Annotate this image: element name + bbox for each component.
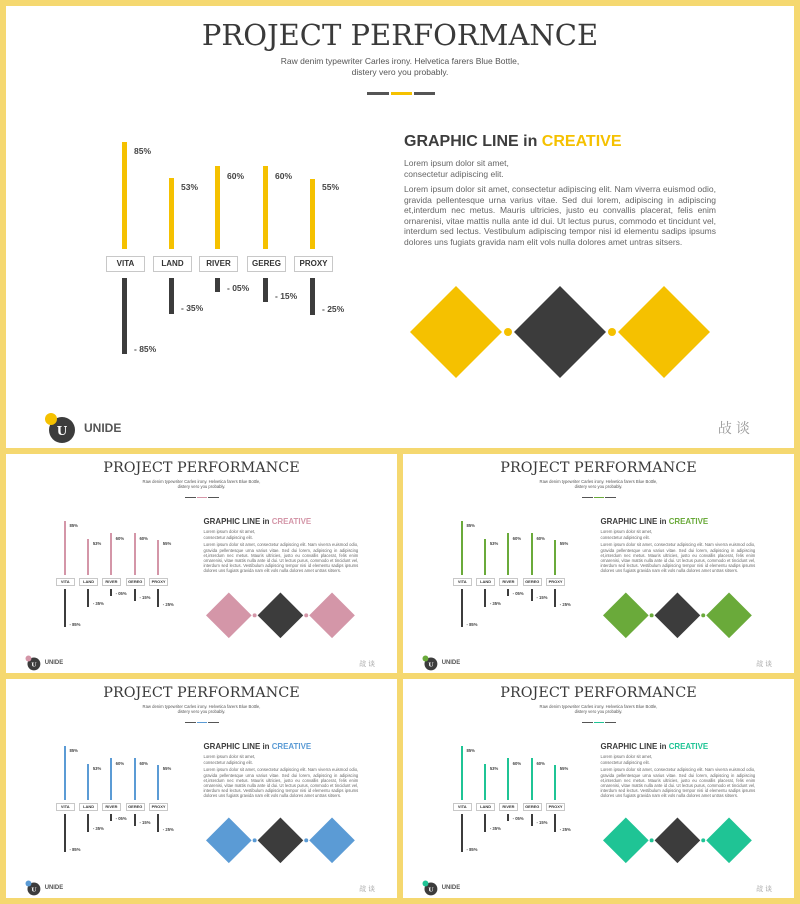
category-label: RIVER (499, 803, 518, 811)
heading-prefix: GRAPHIC LINE in (203, 517, 272, 527)
subtitle-line: distery vero you probably. (177, 709, 226, 715)
diamond-graphic (206, 591, 360, 641)
heading-highlight: CREATIVE (668, 742, 709, 752)
positive-bar (507, 533, 509, 574)
negative-bar (484, 814, 486, 832)
category-label: LAND (79, 803, 98, 811)
negative-bar (215, 278, 220, 292)
body-text: Lorem ipsum dolor sit amet, consectetur adipiscing elit. Nam viverra euismod odio, gravida pellentesque urna varius vitae. Sed dui lorem, adipiscing in adipiscing et,interdum nec metus. Mauris ultricies, justo eu convallis placerat, felis enim ornarenisi, vitae mattis nulla ante id dui. Ut lectus purus, commodo et tincidunt vel, interdum sed lectus. Vestibulum adipiscing tempor nisi id elementu sadips ipsums dolores uns fugiats gravida nam elit vols nulla dolores amet untras sitsers. (203, 542, 359, 574)
diamond-graphic (603, 591, 757, 641)
intro-text (404, 158, 716, 179)
positive-bar (531, 758, 533, 799)
brand-name: UNIDE (44, 659, 64, 666)
negative-bar (64, 589, 66, 627)
accent-diamond-left (206, 818, 252, 864)
connector-dot (650, 614, 654, 618)
positive-value-label: 60% (115, 760, 125, 766)
positive-value-label: 53% (489, 541, 499, 547)
negative-value-label: - 15% (139, 820, 151, 826)
subtitle (6, 479, 397, 490)
negative-bar (554, 589, 556, 607)
title-divider (582, 497, 593, 498)
positive-value-label: 60% (139, 535, 148, 541)
positive-bar (169, 178, 174, 249)
positive-value-label: 53% (181, 182, 199, 192)
connector-dot (253, 614, 257, 618)
positive-value-label: 60% (275, 171, 293, 181)
logo-icon (421, 654, 438, 671)
category-label: GEREG (523, 578, 542, 586)
title-divider (605, 497, 615, 498)
negative-value-label: - 25% (162, 826, 174, 832)
negative-value-label: - 25% (162, 601, 174, 607)
negative-bar (110, 814, 112, 821)
title-divider (414, 92, 435, 95)
intro-line: Lorem ipsum dolor sit amet, (203, 529, 256, 535)
negative-value-label: - 25% (559, 826, 571, 832)
heading-highlight: CREATIVE (541, 133, 622, 150)
category-label: PROXY (546, 578, 565, 586)
category-label: PROXY (149, 578, 168, 586)
title-divider (594, 722, 604, 723)
title-divider (605, 722, 615, 723)
positive-bar (263, 166, 268, 249)
category-label: VITA (56, 578, 75, 586)
heading-prefix: GRAPHIC LINE in (600, 742, 669, 752)
positive-value-label: 55% (162, 766, 172, 772)
category-label: PROXY (149, 803, 168, 811)
negative-bar (110, 589, 112, 596)
category-label: VITA (56, 803, 75, 811)
connector-dot (650, 839, 654, 843)
positive-value-label: 60% (227, 171, 245, 181)
positive-bar (461, 521, 463, 574)
intro-text (203, 754, 358, 764)
title-divider (197, 497, 207, 498)
logo-icon (24, 879, 41, 896)
page-title: PROJECT PERFORMANCE (500, 459, 697, 476)
page-number: 敁 谈 (756, 886, 773, 894)
negative-bar (263, 278, 268, 302)
connector-dot (608, 328, 616, 336)
positive-bar (554, 540, 556, 575)
subtitle-line: distery vero you probably. (177, 484, 226, 490)
page-number: 敁 谈 (756, 661, 773, 669)
subtitle (6, 704, 397, 715)
slide-variant (403, 679, 794, 898)
brand-name: UNIDE (441, 659, 461, 666)
subtitle-line: distery vero you probably. (574, 709, 623, 715)
main-slide (6, 6, 794, 448)
negative-bar (64, 814, 66, 852)
connector-dot (702, 839, 706, 843)
subtitle (6, 56, 794, 77)
section-heading (404, 133, 622, 151)
negative-bar (531, 589, 533, 601)
subtitle-line: distery vero you probably. (351, 66, 449, 77)
accent-diamond-left (206, 593, 252, 639)
logo-letter: U (31, 661, 37, 669)
negative-value-label: - 05% (115, 591, 127, 597)
positive-bar (461, 746, 463, 799)
logo-icon (42, 410, 76, 444)
logo-icon (24, 654, 41, 671)
intro-line: consectetur adipiscing elit. (203, 759, 253, 765)
positive-bar (484, 539, 486, 574)
negative-value-label: - 35% (92, 601, 104, 607)
diamond-graphic (410, 283, 720, 383)
negative-value-label: - 35% (489, 601, 501, 607)
negative-value-label: - 85% (134, 344, 157, 354)
category-label: VITA (453, 803, 472, 811)
body-text: Lorem ipsum dolor sit amet, consectetur adipiscing elit. Nam viverra euismod odio, gravida pellentesque urna varius vitae. Sed dui lorem, adipiscing in adipiscing et,interdum nec metus. Mauris ultricies, justo eu convallis placerat, felis enim ornarenisi, vitae mattis nulla ante id dui. Ut lectus purus, commodo et tincidunt vel, interdum sed lectus. Vestibulum adipiscing tempor nisi id elementu sadips ipsums dolores uns fugiats gravida nam elit vols nulla dolores amet untras sitsers. (600, 767, 756, 799)
subtitle-line: distery vero you probably. (574, 484, 623, 490)
page-number: 敁 谈 (359, 661, 376, 669)
logo-letter: U (428, 886, 434, 894)
negative-bar (157, 589, 159, 607)
category-label: GEREG (247, 256, 286, 272)
section-heading (203, 517, 311, 526)
category-label: PROXY (294, 256, 333, 272)
subtitle-line: Raw denim typewriter Carles irony. Helvetica farers Blue Bottle, (142, 478, 261, 484)
accent-diamond-right (618, 286, 710, 378)
negative-bar (310, 278, 315, 315)
body-text: Lorem ipsum dolor sit amet, consectetur adipiscing elit. Nam viverra euismod odio, gravida pellentesque urna varius vitae. Sed dui lorem, adipiscing in adipiscing et,interdum nec metus. Mauris ultricies, justo eu convallis placerat, felis enim ornarenisi, vitae mattis nulla ante id dui. Ut lectus purus, commodo et tincidunt vel, interdum sed lectus. Vestibulum adipiscing tempor nisi id elementu sadips ipsums dolores uns fugiats gravida nam elit vols nulla dolores amet untras sitsers. (600, 542, 756, 574)
negative-value-label: - 35% (181, 303, 204, 313)
connector-dot (305, 614, 309, 618)
positive-bar (157, 540, 159, 575)
negative-bar (122, 278, 127, 354)
page-title: PROJECT PERFORMANCE (103, 684, 300, 701)
logo-letter: U (56, 424, 68, 438)
positive-bar (531, 533, 533, 574)
subtitle (403, 704, 794, 715)
positive-bar (134, 758, 136, 799)
positive-value-label: 85% (69, 523, 78, 529)
title-divider (391, 92, 412, 95)
connector-dot (305, 839, 309, 843)
positive-bar (64, 521, 66, 574)
category-label: LAND (153, 256, 192, 272)
negative-value-label: - 25% (322, 304, 345, 314)
heading-highlight: CREATIVE (271, 517, 312, 527)
negative-value-label: - 05% (115, 816, 127, 822)
negative-bar (87, 589, 89, 607)
page-title: PROJECT PERFORMANCE (103, 459, 300, 476)
connector-dot (504, 328, 512, 336)
logo-letter: U (31, 886, 37, 894)
intro-line: Lorem ipsum dolor sit amet, (203, 754, 256, 760)
negative-bar (507, 814, 509, 821)
category-label: LAND (79, 578, 98, 586)
negative-value-label: - 35% (92, 826, 104, 832)
slide-variant (6, 454, 397, 673)
category-label: RIVER (199, 256, 238, 272)
brand-name: UNIDE (441, 884, 461, 891)
positive-value-label: 53% (92, 766, 102, 772)
negative-bar (157, 814, 159, 832)
negative-value-label: - 85% (69, 846, 81, 852)
negative-bar (461, 814, 463, 852)
positive-value-label: 53% (489, 766, 499, 772)
connector-dot (253, 839, 257, 843)
section-heading (203, 742, 311, 751)
heading-highlight: CREATIVE (271, 742, 312, 752)
negative-value-label: - 05% (227, 283, 250, 293)
intro-line: consectetur adipiscing elit. (203, 534, 253, 540)
logo-letter: U (428, 661, 434, 669)
title-divider (185, 497, 196, 498)
positive-bar (110, 533, 112, 574)
intro-text (203, 529, 358, 539)
subtitle-line: Raw denim typewriter Carles irony. Helvetica farers Blue Bottle, (142, 703, 261, 709)
positive-value-label: 60% (139, 760, 148, 766)
body-text: Lorem ipsum dolor sit amet, consectetur adipiscing elit. Nam viverra euismod odio, gravida pellentesque urna varius vitae. Sed dui lorem, adipiscing in adipiscing et,interdum nec metus. Mauris ultricies, justo eu convallis placerat, felis enim ornarenisi, vitae mattis nulla ante id dui. Ut lectus purus, commodo et tincidunt vel, interdum sed lectus. Vestibulum adipiscing tempor nisi id elementu sadips ipsums dolores uns fugiats gravida nam elit vols nulla dolores amet untras sitsers. (203, 767, 359, 799)
negative-value-label: - 85% (466, 621, 478, 627)
heading-prefix: GRAPHIC LINE in (203, 742, 272, 752)
positive-value-label: 60% (512, 760, 522, 766)
diamond-graphic (603, 816, 757, 866)
title-divider (582, 722, 593, 723)
page-title: PROJECT PERFORMANCE (500, 684, 697, 701)
positive-value-label: 60% (512, 535, 522, 541)
negative-bar (87, 814, 89, 832)
positive-bar (134, 533, 136, 574)
negative-bar (507, 589, 509, 596)
brand-name: UNIDE (84, 421, 122, 435)
positive-value-label: 55% (322, 182, 340, 192)
positive-bar (554, 765, 556, 800)
category-label: GEREG (126, 578, 145, 586)
positive-value-label: 60% (115, 535, 125, 541)
subtitle-line: Raw denim typewriter Carles irony. Helvetica farers Blue Bottle, (280, 56, 520, 66)
positive-value-label: 55% (162, 541, 172, 547)
dark-diamond-center (258, 593, 304, 639)
section-heading (600, 742, 708, 751)
page-title: PROJECT PERFORMANCE (201, 18, 599, 52)
category-label: LAND (476, 578, 495, 586)
positive-bar (157, 765, 159, 800)
positive-value-label: 85% (466, 523, 475, 529)
positive-bar (507, 758, 509, 799)
heading-prefix: GRAPHIC LINE in (404, 133, 542, 150)
negative-value-label: - 35% (489, 826, 501, 832)
title-divider (197, 722, 207, 723)
positive-value-label: 85% (134, 146, 152, 156)
negative-value-label: - 15% (139, 595, 151, 601)
connector-dot (702, 614, 706, 618)
page-number: 敁 谈 (718, 420, 750, 436)
category-label: VITA (106, 256, 145, 272)
negative-value-label: - 15% (275, 291, 298, 301)
page-number: 敁 谈 (359, 886, 376, 894)
title-divider (208, 497, 218, 498)
dark-diamond-center (258, 818, 304, 864)
intro-text (600, 529, 755, 539)
body-text: Lorem ipsum dolor sit amet, consectetur adipiscing elit. Nam viverra euismod odio, gravida pellentesque urna varius vitae. Sed dui lorem, adipiscing in adipiscing et,interdum nec metus. Mauris ultricies, justo eu convallis placerat, felis enim ornarenisi, vitae mattis nulla ante id dui. Ut lectus purus, commodo et tincidunt vel, interdum sed lectus. Vestibulum adipiscing tempor nisi id elementu sadips ipsums dolores uns fugiats gravida nam elit vols nulla dolores amet untras sitsers. (404, 184, 716, 247)
positive-value-label: 60% (536, 535, 545, 541)
accent-diamond-right (707, 593, 753, 639)
dark-diamond-center (655, 818, 701, 864)
diamond-graphic (206, 816, 360, 866)
positive-value-label: 85% (466, 748, 475, 754)
negative-bar (169, 278, 174, 314)
positive-value-label: 85% (69, 748, 78, 754)
negative-value-label: - 25% (559, 601, 571, 607)
heading-highlight: CREATIVE (668, 517, 709, 527)
intro-line: Lorem ipsum dolor sit amet, (404, 158, 509, 168)
positive-bar (87, 764, 89, 799)
intro-text (600, 754, 755, 764)
logo-icon (421, 879, 438, 896)
positive-bar (64, 746, 66, 799)
positive-bar (87, 539, 89, 574)
category-label: RIVER (102, 803, 121, 811)
category-label: RIVER (102, 578, 121, 586)
title-divider (208, 722, 218, 723)
subtitle-line: Raw denim typewriter Carles irony. Helvetica farers Blue Bottle, (539, 478, 658, 484)
negative-value-label: - 15% (536, 820, 548, 826)
negative-bar (134, 814, 136, 826)
positive-value-label: 55% (559, 766, 569, 772)
positive-bar (310, 179, 315, 249)
dark-diamond-center (514, 286, 606, 378)
category-label: RIVER (499, 578, 518, 586)
intro-line: consectetur adipiscing elit. (600, 534, 650, 540)
positive-value-label: 60% (536, 760, 545, 766)
section-heading (600, 517, 708, 526)
slide-variant (403, 454, 794, 673)
positive-bar (215, 166, 220, 249)
positive-value-label: 55% (559, 541, 569, 547)
accent-diamond-left (603, 818, 649, 864)
negative-value-label: - 05% (512, 591, 524, 597)
positive-bar (484, 764, 486, 799)
intro-line: consectetur adipiscing elit. (404, 168, 504, 179)
negative-bar (461, 589, 463, 627)
negative-value-label: - 85% (69, 621, 81, 627)
title-divider (367, 92, 389, 95)
subtitle (403, 479, 794, 490)
category-label: LAND (476, 803, 495, 811)
accent-diamond-left (410, 286, 502, 378)
accent-diamond-left (603, 593, 649, 639)
heading-prefix: GRAPHIC LINE in (600, 517, 669, 527)
accent-diamond-right (310, 593, 356, 639)
positive-bar (122, 142, 127, 249)
negative-bar (484, 589, 486, 607)
negative-bar (554, 814, 556, 832)
negative-value-label: - 15% (536, 595, 548, 601)
accent-diamond-right (310, 818, 356, 864)
intro-line: Lorem ipsum dolor sit amet, (600, 529, 653, 535)
slide-variant (6, 679, 397, 898)
negative-value-label: - 05% (512, 816, 524, 822)
category-label: PROXY (546, 803, 565, 811)
intro-line: consectetur adipiscing elit. (600, 759, 650, 765)
negative-bar (134, 589, 136, 601)
brand-name: UNIDE (44, 884, 64, 891)
accent-diamond-right (707, 818, 753, 864)
negative-bar (531, 814, 533, 826)
category-label: GEREG (126, 803, 145, 811)
positive-bar (110, 758, 112, 799)
subtitle-line: Raw denim typewriter Carles irony. Helvetica farers Blue Bottle, (539, 703, 658, 709)
category-label: GEREG (523, 803, 542, 811)
title-divider (594, 497, 604, 498)
title-divider (185, 722, 196, 723)
intro-line: Lorem ipsum dolor sit amet, (600, 754, 653, 760)
category-label: VITA (453, 578, 472, 586)
positive-value-label: 53% (92, 541, 102, 547)
dark-diamond-center (655, 593, 701, 639)
negative-value-label: - 85% (466, 846, 478, 852)
